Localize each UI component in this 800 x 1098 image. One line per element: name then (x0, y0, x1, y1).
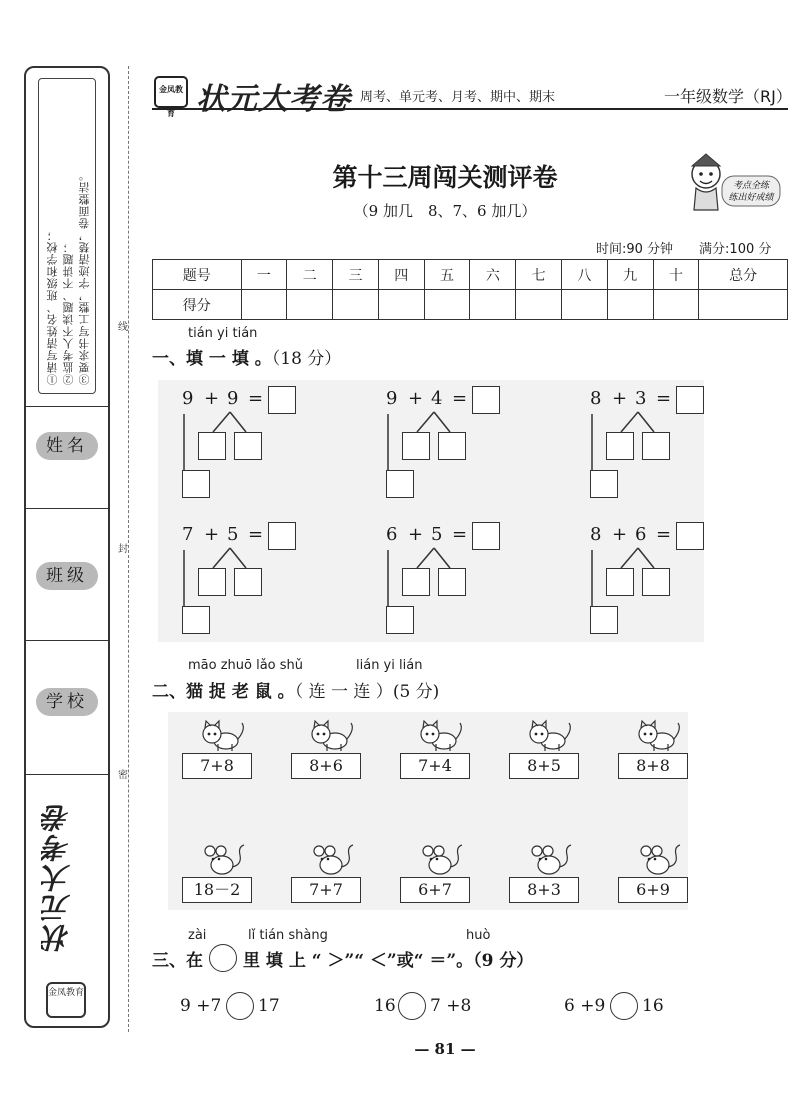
section2-pinyin-b: lián yi lián (356, 658, 423, 673)
split-box-right[interactable] (438, 568, 466, 596)
time-info: 时间:90 分钟 满分:100 分 (596, 242, 772, 257)
header-subtitle: 周考、单元考、月考、期中、期末 (360, 90, 556, 105)
section3-pinyin-mid: lǐ tián shàng (248, 928, 328, 943)
addend-a: 6 (386, 524, 398, 545)
addend-b: 3 (635, 388, 647, 409)
class-label: 班级 (36, 562, 98, 590)
mouse-icon (521, 843, 573, 877)
plus-sign: + (408, 388, 424, 409)
split-box-right[interactable] (642, 432, 670, 460)
score-cell: 八 (562, 260, 608, 290)
mouse-expression-card[interactable]: 6+9 (618, 877, 688, 903)
split-box-left[interactable] (606, 568, 634, 596)
cat-icon (412, 719, 464, 753)
cat-icon (303, 719, 355, 753)
score-blank[interactable] (424, 290, 470, 320)
score-cell: 三 (333, 260, 379, 290)
section2-pinyin-a: māo zhuō lǎo shǔ (188, 658, 304, 673)
addend-a: 8 (590, 524, 602, 545)
split-box-left[interactable] (402, 568, 430, 596)
cat-icon (194, 719, 246, 753)
section1-title: 一、填 一 填 。 (152, 349, 272, 369)
score-table-score-row (153, 290, 788, 320)
section2-connect: （ 连 一 连 ） (294, 682, 393, 702)
cat-expression-card[interactable]: 8+6 (291, 753, 361, 779)
mouse-icon (630, 843, 682, 877)
split-box-right[interactable] (438, 432, 466, 460)
addend-b: 9 (227, 388, 239, 409)
score-cell: 七 (516, 260, 562, 290)
compare-circle[interactable] (610, 992, 638, 1020)
cat-icon (521, 719, 573, 753)
school-label: 学校 (36, 688, 98, 716)
score-cell: 六 (470, 260, 516, 290)
score-cell: 九 (607, 260, 653, 290)
section3-title-a: 三、在 (152, 950, 203, 971)
equals-sign: = (656, 524, 672, 545)
tens-box[interactable] (386, 606, 414, 634)
section2-title: 二、猫 捉 老 鼠 。 (152, 682, 295, 702)
score-cell: 四 (378, 260, 424, 290)
answer-box[interactable] (472, 386, 500, 414)
section3-pinyin-zai: zài (188, 928, 207, 943)
note-1: ①请写清姓名、班级和学校； (46, 229, 59, 385)
equals-sign: = (656, 388, 672, 409)
section1-pinyin: tián yi tián (188, 326, 258, 341)
cut-char-line: 线 (118, 322, 128, 333)
header-logo: 状元大考卷 (196, 82, 351, 117)
plus-sign: + (204, 524, 220, 545)
mouse-expression-card[interactable]: 18－2 (182, 877, 252, 903)
score-cell: 十 (653, 260, 699, 290)
plus-sign: + (204, 388, 220, 409)
mouse-icon (303, 843, 355, 877)
addend-b: 6 (635, 524, 647, 545)
strip-divider (26, 640, 108, 641)
mouse-icon (412, 843, 464, 877)
answer-box[interactable] (268, 386, 296, 414)
mouse-expression-card[interactable]: 6+7 (400, 877, 470, 903)
score-table-header-row (153, 260, 788, 290)
cat-expression-card[interactable]: 8+5 (509, 753, 579, 779)
section3-heading (152, 944, 533, 972)
plus-sign: + (408, 524, 424, 545)
score-cell: 五 (424, 260, 470, 290)
tens-box[interactable] (182, 606, 210, 634)
score-table (152, 259, 788, 320)
answer-box[interactable] (676, 522, 704, 550)
plus-sign: + (612, 524, 628, 545)
page-subtitle: （9 加几 8、7、6 加几） (353, 202, 537, 220)
circle-icon (209, 944, 237, 972)
score-cell: 总分 (699, 260, 788, 290)
answer-box[interactable] (472, 522, 500, 550)
compare-left: 16 (374, 996, 396, 1016)
addend-b: 4 (431, 388, 443, 409)
mascot-badge-2: 练出好成绩 (728, 193, 774, 203)
split-box-left[interactable] (198, 432, 226, 460)
tens-box[interactable] (386, 470, 414, 498)
answer-box[interactable] (268, 522, 296, 550)
mouse-expression-card[interactable]: 8+3 (509, 877, 579, 903)
note-2: ②监考人不读题、不讲题； (62, 241, 75, 385)
name-label: 姓名 (36, 432, 98, 460)
split-box-right[interactable] (642, 568, 670, 596)
tens-box[interactable] (182, 470, 210, 498)
header-rule (152, 108, 788, 110)
equals-sign: = (452, 388, 468, 409)
tens-box[interactable] (590, 606, 618, 634)
equals-sign: = (248, 388, 264, 409)
compare-left: 9 +7 (180, 996, 222, 1016)
score-cell: 二 (287, 260, 333, 290)
compare-circle[interactable] (398, 992, 426, 1020)
addend-a: 8 (590, 388, 602, 409)
score-blank[interactable] (287, 290, 333, 320)
notes-box (38, 78, 96, 394)
score-blank[interactable] (699, 290, 788, 320)
score-cell: 题号 (153, 260, 242, 290)
cat-icon (630, 719, 682, 753)
page-title: 第十三周闯关测评卷 (332, 163, 558, 192)
score-blank[interactable] (607, 290, 653, 320)
score-blank[interactable] (470, 290, 516, 320)
plus-sign: + (612, 388, 628, 409)
section3-pinyin-huo: huò (466, 928, 491, 943)
cat-expression-card[interactable]: 8+8 (618, 753, 688, 779)
score-blank[interactable] (333, 290, 379, 320)
strip-logo: 状元大考卷 (41, 802, 74, 952)
mascot-illustration (682, 150, 782, 214)
answer-box[interactable] (676, 386, 704, 414)
split-box-left[interactable] (402, 432, 430, 460)
strip-divider (26, 774, 108, 775)
strip-divider (26, 406, 108, 407)
compare-right: 7 +8 (430, 996, 472, 1016)
split-box-left[interactable] (198, 568, 226, 596)
publisher-icon-text: 金凤教育 (159, 85, 183, 118)
split-box-right[interactable] (234, 568, 262, 596)
addend-a: 9 (386, 388, 398, 409)
cat-expression-card[interactable]: 7+8 (182, 753, 252, 779)
section2-points: (5 分) (392, 682, 440, 702)
equals-sign: = (452, 524, 468, 545)
addend-b: 5 (227, 524, 239, 545)
notes-text (45, 93, 93, 385)
page-number: — 81 — (414, 1040, 476, 1058)
score-blank[interactable] (562, 290, 608, 320)
publisher-logo: 金凤教育 (46, 982, 86, 1018)
score-blank[interactable] (516, 290, 562, 320)
grade-label: 一年级数学（RJ） (664, 87, 792, 106)
strip-divider (26, 508, 108, 509)
score-blank[interactable] (378, 290, 424, 320)
split-box-right[interactable] (234, 432, 262, 460)
equals-sign: = (248, 524, 264, 545)
score-blank[interactable] (653, 290, 699, 320)
section1-points: （18 分） (271, 349, 342, 369)
section1-heading (152, 344, 341, 369)
addend-a: 9 (182, 388, 194, 409)
compare-left: 6 +9 (564, 996, 606, 1016)
compare-circle[interactable] (226, 992, 254, 1020)
score-cell: 一 (241, 260, 287, 290)
section3-title-b: 里 填 上 “ ＞”“ ＜”或“ ＝”。（9 分） (243, 950, 534, 971)
cat-expression-card[interactable]: 7+4 (400, 753, 470, 779)
score-blank[interactable] (241, 290, 287, 320)
note-3: ③要求书写工整，字迹清楚，卷面整洁。 (78, 169, 91, 385)
addend-a: 7 (182, 524, 194, 545)
score-row-label: 得分 (153, 290, 242, 320)
cut-char-seal: 封 (118, 544, 128, 555)
mascot-badge-1: 考点全练 (732, 181, 770, 191)
addend-b: 5 (431, 524, 443, 545)
mouse-expression-card[interactable]: 7+7 (291, 877, 361, 903)
compare-right: 16 (642, 996, 664, 1016)
publisher-icon (154, 76, 188, 118)
split-box-left[interactable] (606, 432, 634, 460)
section2-heading (152, 677, 439, 702)
tens-box[interactable] (590, 470, 618, 498)
compare-right: 17 (258, 996, 280, 1016)
mouse-icon (194, 843, 246, 877)
cut-char-secret: 密 (118, 770, 128, 781)
